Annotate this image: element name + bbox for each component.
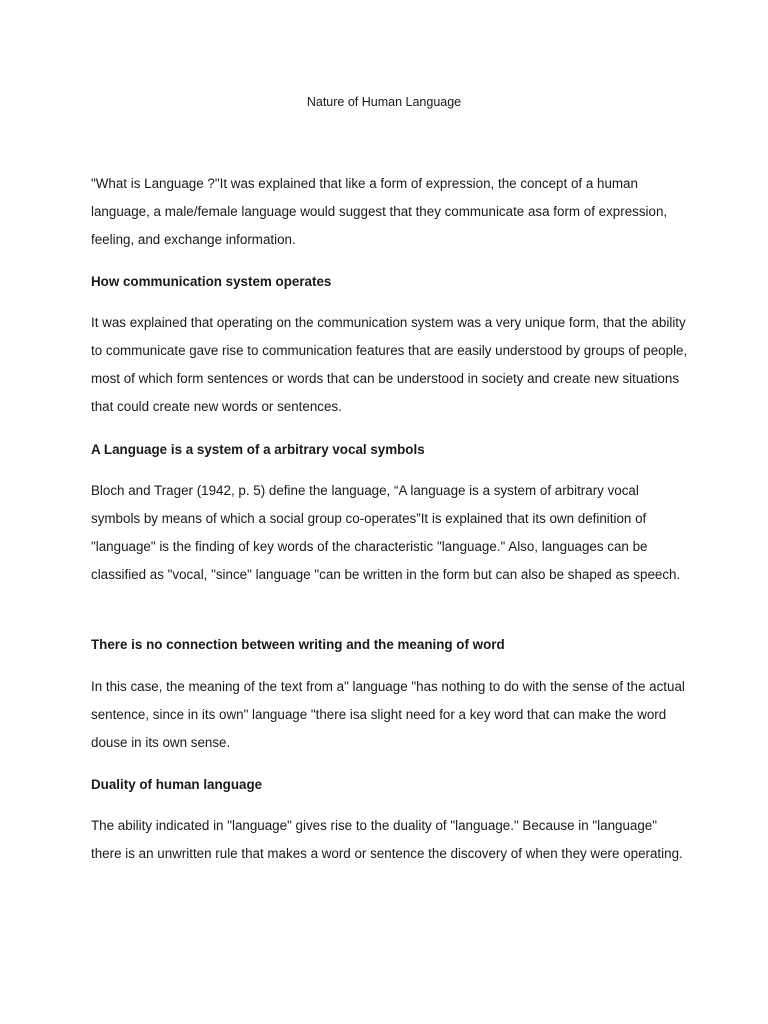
section-heading-writing-meaning: There is no connection between writing and the meaning of word <box>91 637 505 652</box>
section-body-arbitrary-vocal-symbols: Bloch and Trager (1942, p. 5) define the language, “A language is a system of arbitrary vocal symbols by means of which a social group co-operates”It is explained that its own definition of "language" is the finding of key words of the characteristic "language." Also, languages can be classified as "vocal, "since" language "can be written in the form but can also be shaped as speech. <box>91 483 681 582</box>
section-body-communication-system: It was explained that operating on the communication system was a very unique form, that the ability to communicate gave rise to communication features that are easily understood by groups of people, most of which form sentences or words that can be understood in society and create new situations that could create new words or sentences. <box>91 315 688 414</box>
section-heading-communication-system: How communication system operates <box>91 274 332 289</box>
section-body-writing-meaning: In this case, the meaning of the text from a" language "has nothing to do with the sense of the actual sentence, since in its own" language "there isa slight need for a key word that can make the word douse in its own sense. <box>91 679 685 750</box>
section-heading-arbitrary-vocal-symbols: A Language is a system of a arbitrary vocal symbols <box>91 442 425 457</box>
section-body-duality: The ability indicated in "language" gives rise to the duality of "language." Because in "language" there is an unwritten rule that makes a word or sentence the discovery of when they were operating. <box>91 818 683 861</box>
section-heading-duality: Duality of human language <box>91 777 263 792</box>
document-title: Nature of Human Language <box>306 95 462 109</box>
intro-paragraph: "What is Language ?"It was explained that like a form of expression, the concept of a human language, a male/female language would suggest that they communicate asa form of expression, feeling, and exchange information. <box>91 176 668 247</box>
